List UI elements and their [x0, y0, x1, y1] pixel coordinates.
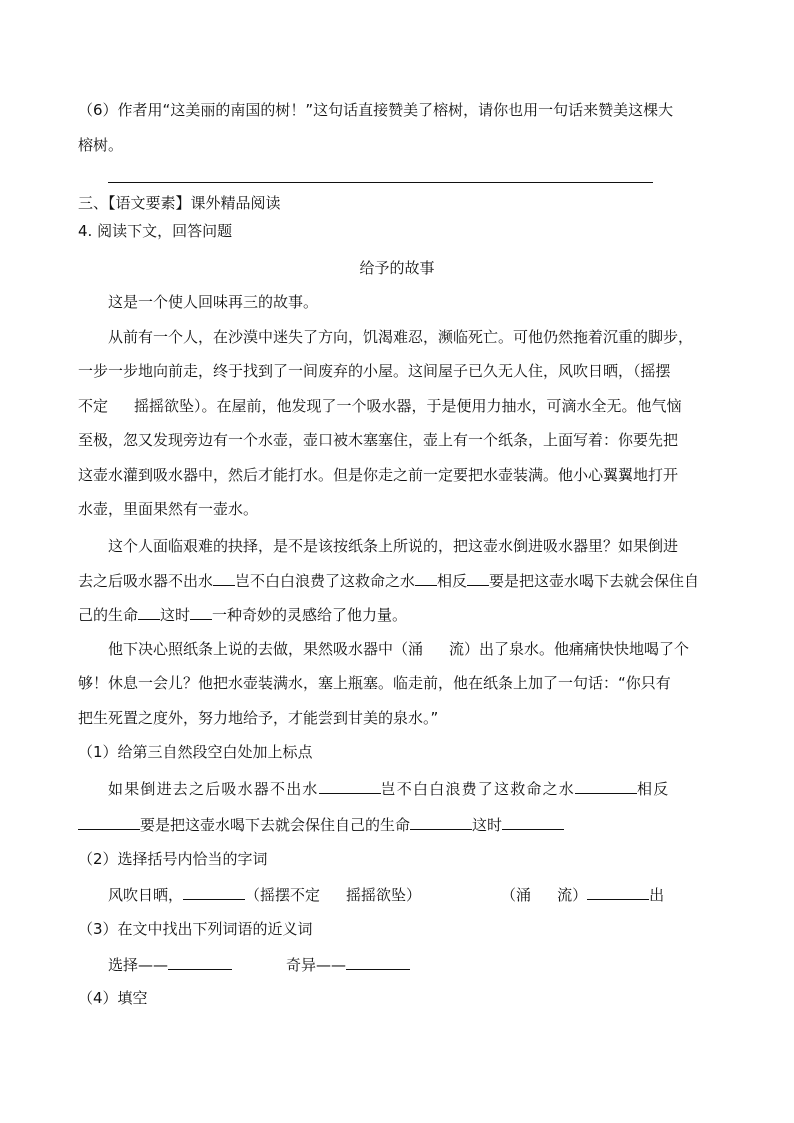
sub3-line	[108, 954, 410, 975]
answer-blank[interactable]	[502, 814, 564, 830]
text-seg: 奇异——	[286, 956, 347, 974]
sub2-line	[108, 884, 664, 905]
answer-blank[interactable]	[587, 884, 649, 900]
text-seg: 出	[649, 886, 665, 904]
sub2-label: （2）选择括号内恰当的字词	[78, 850, 268, 868]
q4-instruction: 4. 阅读下文，回答问题	[78, 222, 233, 240]
punct-blank[interactable]	[415, 570, 437, 586]
text-seg: 一种奇妙的灵感给了他力量。	[212, 606, 408, 624]
article-p3-l2	[78, 570, 699, 591]
answer-blank[interactable]	[78, 814, 140, 830]
article-p2-l3-rest: 摇摇欲坠）。在屋前，他发现了一个吸水器，于是便用力抽水，可滴水全无。他气恼	[134, 397, 682, 415]
article-p2-l4: 至极，忽又发现旁边有一个水壶，壶口被木塞塞住，壶上有一个纸条，上面写着：你要先把	[78, 431, 679, 449]
punct-blank[interactable]	[138, 604, 160, 620]
text-seg: 流）出了泉水。他痛痛快快地喝了个	[449, 640, 690, 658]
punct-blank[interactable]	[213, 570, 235, 586]
article-p3-l3	[78, 604, 407, 625]
article-p4-l1	[108, 639, 689, 659]
answer-blank[interactable]	[183, 884, 245, 900]
text-seg: 这时	[472, 816, 503, 834]
text-seg: 要是把这壶水喝下去就会保住自己的生命	[140, 816, 411, 834]
answer-blank[interactable]	[319, 778, 381, 794]
article-p1: 这是一个使人回味再三的故事。	[108, 293, 319, 311]
text-seg: （涌	[501, 886, 532, 904]
text-seg: 己的生命	[78, 606, 139, 624]
sub4-label: （4）填空	[78, 989, 148, 1007]
option-text: 不定	[78, 397, 109, 415]
text-seg: 风吹日晒，	[108, 886, 184, 904]
article-p2-l2: 一步一步地向前走，终于找到了一间废弃的小屋。这间屋子已久无人住，风吹日晒，（摇摆	[78, 362, 671, 380]
answer-blank[interactable]	[168, 954, 232, 970]
text-seg: 摇摇欲坠）	[346, 886, 422, 904]
text-seg: 相反	[637, 780, 670, 798]
text-seg: 岂不白白浪费了这救命之水	[235, 572, 416, 590]
article-p2-l3	[78, 396, 682, 416]
article-p2-l1: 从前有一个人，在沙漠中迷失了方向，饥渴难忍，濒临死亡。可他仍然拖着沉重的脚步，	[108, 328, 694, 346]
sub1-line1	[108, 778, 669, 799]
section-heading: 三、【语文要素】课外精品阅读	[78, 194, 281, 212]
text-seg: 相反	[437, 572, 468, 590]
answer-blank[interactable]	[575, 778, 637, 794]
punct-blank[interactable]	[190, 604, 212, 620]
q6-line2: 榕树。	[78, 136, 124, 154]
sub1-line2	[78, 814, 564, 835]
answer-rule[interactable]	[108, 182, 653, 183]
text-seg: 流）	[557, 886, 588, 904]
article-p2-l5: 这壶水灌到吸水器中，然后才能打水。但是你走之前一定要把水壶装满。他小心翼翼地打开	[78, 466, 679, 484]
article-p2-l6: 水壶，里面果然有一壶水。	[78, 500, 259, 518]
article-p4-l2: 够！休息一会儿？他把水壶装满水，塞上瓶塞。临走前，他在纸条上加了一句话：“你只有	[78, 674, 671, 692]
answer-blank[interactable]	[410, 814, 472, 830]
text-seg: 这时	[160, 606, 191, 624]
article-p4-l3: 把生死置之度外，努力地给予，才能尝到甘美的泉水。”	[78, 709, 439, 727]
sub1-label: （1）给第三自然段空白处加上标点	[78, 743, 313, 761]
sub3-label: （3）在文中找出下列词语的近义词	[78, 920, 313, 938]
text-seg: （摇摆不定	[245, 886, 321, 904]
text-seg: 要是把这壶水喝下去就会保住自	[489, 572, 700, 590]
answer-blank[interactable]	[346, 954, 410, 970]
text-seg: 选择——	[108, 956, 169, 974]
text-seg: 岂不白白浪费了这救命之水	[380, 780, 576, 798]
article-p3-l1: 这个人面临艰难的抉择，是不是该按纸条上所说的，把这壶水倒进吸水器里？如果倒进	[108, 537, 679, 555]
article-title: 给予的故事	[359, 259, 435, 277]
text-seg: 如果倒进去之后吸水器不出水	[108, 780, 319, 798]
text-seg: 他下决心照纸条上说的去做，果然吸水器中（涌	[108, 640, 424, 658]
text-seg: 去之后吸水器不出水	[78, 572, 214, 590]
punct-blank[interactable]	[467, 570, 489, 586]
q6-line1: （6）作者用“这美丽的南国的树！”这句话直接赞美了榕树，请你也用一句话来赞美这棵大	[78, 101, 674, 119]
